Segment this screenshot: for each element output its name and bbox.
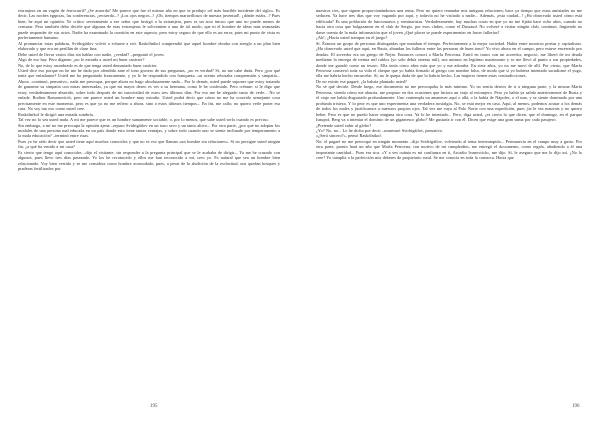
body-paragraph: Sin embargo, a mí no me preocupa la opinión ajena –repuso Svidrigáilov en un tono seco y un tanto altivo–. Por otra parte, ¿por qué no adoptar los modales de una persona mal educada en un país donde esto tiene tantas ventajas, y sobre todo cuando uno se siente inclinado por temperamento a la mala educación? –terminó entre risas.: [18, 122, 280, 139]
body-paragraph: extranjera en un vagón de ferrocarril? ¿Se acuerda? Me parece que fue el mismo año en que se produjo «el más horrible incidente del siglo». Es decir, Las noches egipcias, las conferencias, ¿recuerda...? ¡Los ojos negros...! ¡Oh, tiempos maravillosos de nuestra juventud!, ¿dónde estáis...? Pues bien, he aquí mi opinión. Yo critico severamente a ese señor que fustigó a la extranjera, pues es un acto inicuo que uno no puede menos de censurar. Pero también debo decirle que algunas de esas extranjeras le solivianten a uno de tal modo, que ni el hombre de ideas más avanzadas puede responder de sus actos. Nadie ha examinado la cuestión en este aspecto, pero estoy seguro de que ello es un error, pues mi punto de vista es perfectamente humano.: [18, 8, 280, 41]
page-number-left: 195: [150, 404, 158, 409]
body-paragraph: No, de lo que estoy asombrado es de que tenga usted demasiado buen carácter.: [18, 62, 158, 68]
body-paragraph: nuestros ríos, que siguen proporcionándonos una renta. Pero no quiero reanudar mis antiguas relaciones; hace ya tiempo que estas amistades no me seducen. Ya hace tres días que voy vagando por aquí, y todavía no he visitado a nadie... Además, ¡esta ciudad...! ¿Ha observado usted cómo está edificada? Es una población de funcionarios y seminaristas. Verdaderamente, hay muchas cosas en que yo no me fijaba hace ocho años, cuando no hacía otra cosa que holgazanear en el club de Sergio, por esos clubes, como el Dussaud. No volveré a visitar ningún club, continuó, fingiendo no darse cuenta de la mala información que el joven ¿Qué placer se puede experimentar en hacer fullerías?: [316, 8, 582, 35]
body-paragraph: No; el pagaré no me preocupó en ningún momento –dijo Svidrigáilov, volviendo al tema interrumpido–. Permanecía en el campo muy a gusto. Por otra parte, pronto hará un año que Marfa Petrovna, con motivo de mi cumpleaños, me entregó el documento, como regalo, añadiendo a él una importante cantidad... Pues era rica. «Y a ves cuánta es mi confianza en ti, Arcadio Ivanovitch», me dijo. Sí, le aseguro que me lo dijo así. ¿No lo cree? Yo cumplía a la perfección mis deberes de propietario rural. Se me conocía en toda la comarca. Hacía que: [316, 138, 582, 161]
body-paragraph: Es cierto que tengo aquí conocidos –dijo el visitante, sin responder a la pregunta principal que se le acababa de dirigir–. Ya me he cruzado con algunos, pues llevo tres días paseando. Yo los he reconocido y ellos me han reconocido a mí, creo yo. Es natural que sea un hombre bien relacionado. Voy bien vestido y se me considera como hombre acomodado, pues, a pesar de la abolición de la esclavitud, nos quedan bosques y praderas fertilizados por: [18, 149, 280, 172]
body-paragraph: No sé qué decirle. Desde luego, ese documento no me preocupaba lo más mínimo. Yo no sentía deseos de ir a ninguna parte, y la misma Marfa Petrovna, viendo cómo me aburría, me propuso en dos ocasiones que hiciera un viaje al extranjero. Pero yo había ya salido anteriormente de Rusia y el viaje me había disgustado profundamente. Uno contempla un amanecer aquí o allá, o la bahía de Nápoles, o el mar, y se siente dominado por una profunda tristeza. Y lo peor es que uno experimenta una verdadera nostalgia. No, se está mejor en casa. Aquí, al menos, podemos acusar a los demás de todos los males y justificarnos a nuestros propios ojos. Tal vez me vaya al Polo Norte con una expedición, pues j'ai le vin mauvais y no quiero beber. Pero es que no puedo hacer ninguna otra cosa. Ya lo he intentado... Pero, diga usted, ¿es cierto lo que dicen, que el domingo, en el parque Iusupof, Berg va a intentar el dominio de un gigantesco globo? Me gustaría ir con él. Dicen que exige una gran suma por cada pasajero.: [316, 84, 582, 123]
body-paragraph: ¿Pretende usted subir al globo?: [316, 122, 372, 128]
body-paragraph: «¿Será sincero?», pensó Raskólnikof.: [316, 133, 382, 139]
body-paragraph: Algo de eso hay. Pero dígame: ¿no le extraña a usted mi buen carácter?: [18, 57, 145, 63]
body-paragraph: De no existir ese pagaré, ¿la habría plantado usted?: [316, 78, 407, 84]
body-paragraph: Debe usted de llevar varios días sin hablar con nadie, ¿verdad? –preguntó el joven.: [18, 51, 165, 57]
body-paragraph: ¿Yo? No, no... Lo he dicho por decir –murmuró Svidrigáilov, pensativo.: [316, 127, 444, 133]
body-paragraph: Usted dice eso porque no he me he dado por ofendido ante el tono grosero de sus preguntas, ¿no es verdad? Sí, no me cabe duda. Pero ¿por qué tenía que enfadarme? Usted me ha preguntado francamente, y yo le he respondido con franqueza –su acento rebosaba comprensión y simpatía–. Ahora –continuó, pensativo– nada me preocupa, porque ahora no hago absolutamente nada... Por lo demás, usted puede suponer que estoy tratando de ganarme su simpatía con miras interesadas, ya que mi mayor deseo es ver a su hermana, como le he confesado. Pero créame: si le digo que estoy verdaderamente aburrido, sobre todo después de mi inactividad de estos tres últimos días. Por eso me he alegrado tanto de verle... No se enfade, Rodion Romanovitch, pero me parece usted un hombre muy extraño. Usted podrá decir que cómo no me ha ocurrido semejante cosa precisamente en este momento, pero es que yo no me refiero a ahora, sino a estos últimos tiempos... En fin, me callo; no quiero verle poner esa cara. No soy tan oso como usted cree.: [18, 67, 280, 112]
left-page: [18, 8, 280, 424]
body-paragraph: Pues yo he oído decir que usted tiene aquí muchos conocidos y que no es eso que llaman «un hombre sin relaciones». Si no persigue usted ningún fin, ¿a qué ha venido a mi casa?: [18, 138, 280, 150]
body-paragraph: ¿Ah!, ¿Hacía usted trampas en el juego?: [316, 35, 388, 41]
body-paragraph: Raskólnikof le dirigió una mirada sombría.: [18, 111, 94, 117]
body-paragraph: Al pronunciar estas palabras, Svidrigáilov volvió a echarse a reír. Raskólnikof comprendió que aquel hombre obraba con arreglo a un plan bien elaborado y que era un perillán de clase fina.: [18, 40, 280, 52]
body-paragraph: Tal vez no lo sea usted nada. A mí me parece que es un hombre sumamente sociable, o, por lo menos, que sabe usted serlo cuando es preciso.: [18, 117, 269, 123]
page-number-right: 196: [572, 404, 580, 409]
right-page: [316, 8, 582, 424]
body-paragraph: Sí. Éramos un grupo de personas distinguidas que mataban el tiempo. Perfectamente a la mejor sociedad. Había entre nosotros poetas y capitalistas. ¿Ha observado usted que aquí, en Rusia, abundan los fulleros entre las personas de buen tono? Yo vivo ahora en el campo, pero estuve encerrado por deudas. El acreedor era un griego de Nejin. Entonces conocí a Marfa Petrovna. Entró en tratos con mi acreedor, negoció, me liberó de mi deuda mediante la entrega de treinta mil rublos (yo solo debía setenta mil), nos unimos en legítimo matrimonio y se me llevó al punto a sus propiedades, donde me guardó como un tesoro. Ella tenía cinco años más que yo y me adoraba. En siete años, yo no me moví de allí. Por cierto, que Marfa Petrovna conservó toda su vida el cheque que yo había firmado al griego con nombre falso, de modo que si yo hubiera intentado sacudirme el yugo, ella me habría hecho encarcelar. Sí, no le quepa duda de que lo habría hecho. Las mujeres tienen estas contradicciones.: [316, 40, 582, 79]
